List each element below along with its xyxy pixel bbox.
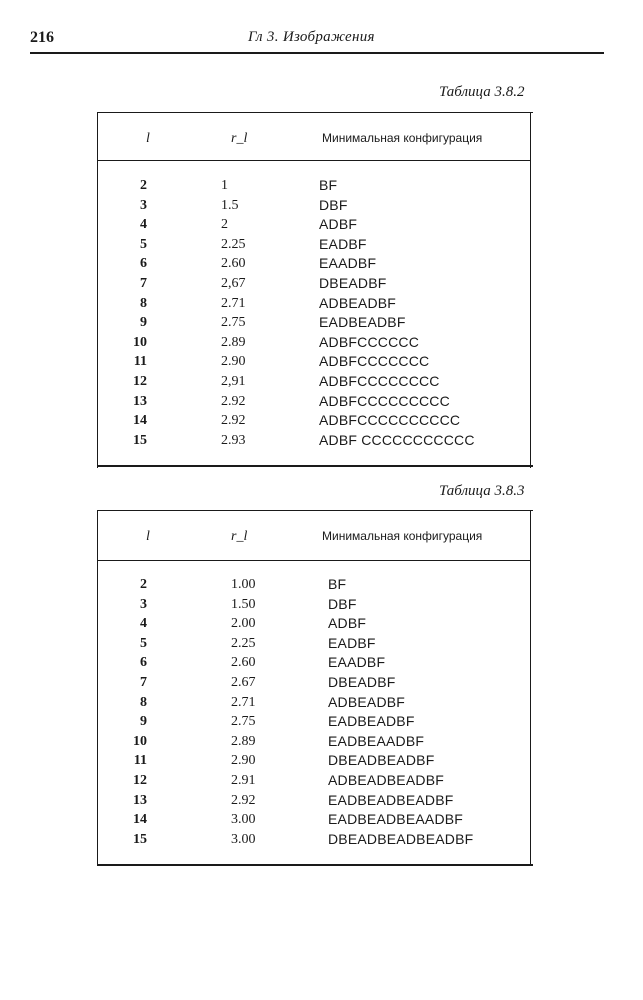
cell-l: 12 xyxy=(133,773,147,788)
cell-r: 2.00 xyxy=(231,616,256,632)
cell-configuration: ADBFCCCCCCCC xyxy=(319,373,440,389)
table-row xyxy=(97,634,530,654)
table-row xyxy=(97,751,530,771)
table-row xyxy=(97,810,530,830)
table-row xyxy=(97,352,530,372)
cell-configuration: EADBEAADBF xyxy=(328,732,425,749)
cell-r: 2.92 xyxy=(221,393,246,409)
cell-r: 2.90 xyxy=(221,354,246,370)
cell-configuration: ADBFCCCCCCC xyxy=(319,353,430,370)
cell-l: 4 xyxy=(140,616,147,632)
table-row xyxy=(97,254,530,274)
cell-r: 1.00 xyxy=(231,577,256,592)
cell-l: 3 xyxy=(140,596,147,612)
table-row xyxy=(97,712,530,732)
table-1-right-border xyxy=(530,112,531,468)
cell-r: 2.75 xyxy=(221,315,246,331)
cell-r: 1.5 xyxy=(221,197,239,213)
cell-r: 2.90 xyxy=(231,753,256,769)
cell-r: 2.60 xyxy=(231,655,256,671)
cell-l: 4 xyxy=(140,217,147,233)
cell-l: 9 xyxy=(140,315,147,331)
table-row xyxy=(97,575,530,595)
cell-r: 2.91 xyxy=(231,773,256,788)
cell-l: 11 xyxy=(133,753,147,769)
table-caption-2: Таблица 3.8.3 xyxy=(439,483,525,499)
table-row xyxy=(97,392,530,412)
cell-configuration: ADBEADBF xyxy=(328,693,406,710)
cell-l: 8 xyxy=(140,295,147,311)
cell-l: 6 xyxy=(140,256,147,272)
cell-r: 2,91 xyxy=(221,374,246,389)
table-row xyxy=(97,176,530,196)
cell-l: 8 xyxy=(140,694,147,710)
table-1-header-l: l xyxy=(146,131,150,146)
cell-l: 5 xyxy=(140,635,147,651)
cell-r: 3.00 xyxy=(231,831,256,847)
cell-l: 14 xyxy=(133,812,147,828)
table-2 xyxy=(97,510,533,866)
table-row xyxy=(97,274,530,294)
cell-l: 2 xyxy=(140,178,147,193)
cell-configuration: EADBEADBF xyxy=(328,713,415,730)
cell-configuration: EADBF xyxy=(328,634,376,651)
cell-l: 10 xyxy=(133,334,147,350)
cell-configuration: ADBFCCCCCCCCCC xyxy=(319,412,461,429)
table-1-header-config: Минимальная конфигурация xyxy=(322,131,483,145)
table-2-top-rule xyxy=(97,510,533,511)
table-2-bottom-rule xyxy=(97,864,533,866)
table-row xyxy=(97,411,530,431)
table-row xyxy=(97,196,530,216)
cell-l: 13 xyxy=(133,792,147,808)
cell-configuration: ADBF xyxy=(319,216,358,233)
table-row xyxy=(97,333,530,353)
cell-r: 2.60 xyxy=(221,256,246,272)
cell-l: 5 xyxy=(140,236,147,252)
table-row xyxy=(97,693,530,713)
cell-r: 2.92 xyxy=(221,413,246,429)
cell-l: 7 xyxy=(140,276,147,291)
cell-l: 11 xyxy=(133,354,147,370)
table-2-right-border xyxy=(530,510,531,866)
table-caption-1: Таблица 3.8.2 xyxy=(439,84,525,100)
cell-configuration: ADBFCCCCCC xyxy=(319,333,419,350)
table-row xyxy=(97,595,530,615)
cell-configuration: BF xyxy=(319,177,338,193)
cell-r: 1.50 xyxy=(231,596,256,612)
cell-configuration: EAADBF xyxy=(319,255,377,272)
cell-r: 2 xyxy=(221,217,228,233)
table-1-header-r: r_l xyxy=(231,131,248,146)
cell-l: 7 xyxy=(140,675,147,690)
table-row xyxy=(97,653,530,673)
cell-l: 9 xyxy=(140,714,147,730)
table-2-header-r: r_l xyxy=(231,529,248,544)
cell-configuration: DBEADBEADBF xyxy=(328,752,435,769)
cell-configuration: ADBF xyxy=(328,615,367,632)
cell-configuration: EADBEADBEAADBF xyxy=(328,811,464,828)
cell-r: 2,67 xyxy=(221,276,246,291)
table-1-top-rule xyxy=(97,112,533,113)
table-1-bottom-rule xyxy=(97,465,533,467)
cell-r: 2.92 xyxy=(231,792,256,808)
cell-configuration: EADBEADBEADBF xyxy=(328,791,454,808)
table-2-header-l: l xyxy=(146,529,150,544)
cell-configuration: ADBEADBEADBF xyxy=(328,772,444,788)
cell-r: 2.93 xyxy=(221,432,246,448)
table-1 xyxy=(97,112,533,468)
cell-configuration: DBEADBEADBEADBF xyxy=(328,830,474,847)
table-row xyxy=(97,431,530,451)
cell-configuration: DBF xyxy=(319,196,348,213)
cell-l: 2 xyxy=(140,577,147,592)
cell-configuration: BF xyxy=(328,576,347,592)
cell-r: 2.25 xyxy=(231,635,256,651)
table-row xyxy=(97,830,530,850)
cell-configuration: ADBEADBF xyxy=(319,294,397,311)
cell-r: 2.71 xyxy=(231,694,256,710)
table-2-header-config: Минимальная конфигурация xyxy=(322,529,483,543)
table-row xyxy=(97,372,530,392)
cell-configuration: EADBEADBF xyxy=(319,314,406,331)
cell-r: 2.75 xyxy=(231,714,256,730)
table-row xyxy=(97,673,530,693)
running-head: Гл 3. Изображения xyxy=(248,29,375,45)
table-row xyxy=(97,791,530,811)
cell-l: 6 xyxy=(140,655,147,671)
table-row xyxy=(97,215,530,235)
page-number: 216 xyxy=(30,29,54,46)
cell-configuration: EAADBF xyxy=(328,654,386,671)
cell-configuration: ADBFCCCCCCCCC xyxy=(319,392,450,409)
header-rule xyxy=(30,52,604,54)
table-row xyxy=(97,294,530,314)
table-2-header-rule xyxy=(97,560,530,561)
cell-configuration: DBEADBF xyxy=(319,275,387,291)
cell-r: 2.89 xyxy=(231,733,256,749)
cell-configuration: DBEADBF xyxy=(328,674,396,690)
cell-r: 2.25 xyxy=(221,236,246,252)
table-row xyxy=(97,771,530,791)
cell-l: 3 xyxy=(140,197,147,213)
cell-configuration: ADBF CCCCCCCCCCC xyxy=(319,431,475,448)
cell-configuration: EADBF xyxy=(319,235,367,252)
cell-r: 3.00 xyxy=(231,812,256,828)
cell-r: 1 xyxy=(221,178,228,193)
cell-r: 2.67 xyxy=(231,675,256,690)
cell-l: 12 xyxy=(133,374,147,389)
cell-r: 2.71 xyxy=(221,295,246,311)
table-row xyxy=(97,614,530,634)
cell-l: 15 xyxy=(133,831,147,847)
cell-l: 15 xyxy=(133,432,147,448)
table-row xyxy=(97,732,530,752)
table-row xyxy=(97,235,530,255)
cell-l: 14 xyxy=(133,413,147,429)
cell-l: 10 xyxy=(133,733,147,749)
cell-r: 2.89 xyxy=(221,334,246,350)
table-1-header-rule xyxy=(97,160,530,161)
cell-configuration: DBF xyxy=(328,595,357,612)
cell-l: 13 xyxy=(133,393,147,409)
table-row xyxy=(97,313,530,333)
